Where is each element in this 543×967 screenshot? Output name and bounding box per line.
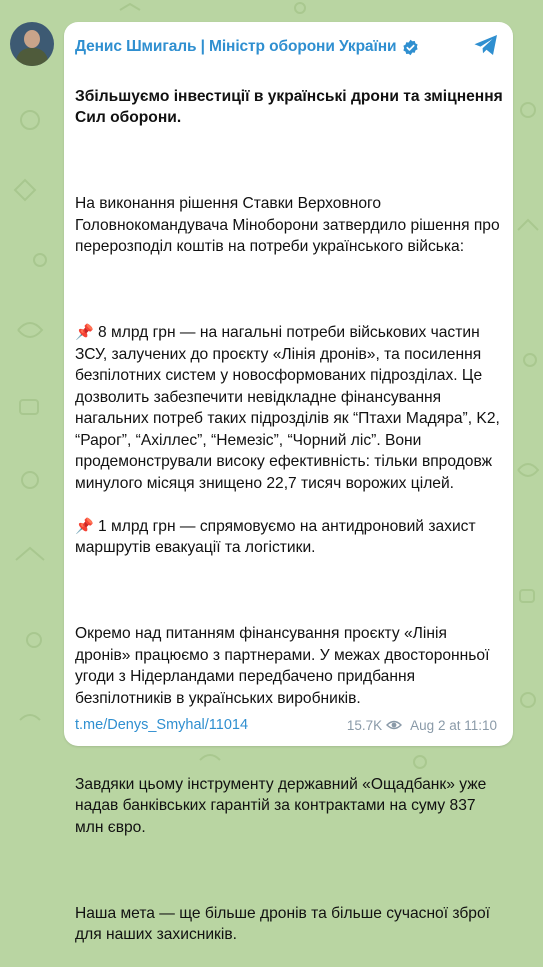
post-link[interactable]: t.me/Denys_Smyhal/11014: [75, 717, 249, 733]
message-header: [75, 36, 461, 58]
message-paragraph-3: Окремо над питанням фінансування проєкту «Лінія дронів» працюємо з партнерами. У межах двосторонньої угоди з Нідерландами передбачено придбання безпілотників в українських виробників.: [75, 625, 490, 707]
pushpin-icon: 📌: [75, 324, 94, 341]
post-date: Aug 2 at 11:10: [410, 717, 497, 733]
item-2-text: 1 млрд грн — спрямовуємо на антидроновий захист маршрутів евакуації та логістики.: [75, 517, 476, 556]
message-paragraph-4: Завдяки цьому інструменту державний «Ощадбанк» уже надав банківських гарантій за контрактами на суму 837 млн євро.: [75, 775, 487, 836]
eye-icon: [386, 719, 402, 731]
avatar-head: [24, 30, 40, 48]
message-item-2: [75, 516, 505, 559]
message-paragraph-5: Наша мета — ще більше дронів та більше сучасної зброї для наших захисників.: [75, 904, 490, 943]
message-title: Збільшуємо інвестиції в українські дрони та зміцнення Сил оборони.: [75, 87, 503, 126]
message-card: [64, 22, 513, 943]
avatar-body: [16, 48, 48, 66]
message-meta: [347, 718, 497, 733]
message-item-1: [75, 322, 505, 494]
message-text: [75, 64, 505, 967]
pushpin-icon: 📌: [75, 517, 94, 535]
item-1-text: 8 млрд грн — на нагальні потреби військових частин ЗСУ, залучених до проєкту «Лінія дронів», та посилення безпілотних систем у новосформованих підрозділах. Це дозволить забезпечити невідкладне фінансування нагальних потреб таких підрозділів як “Птахи Мадяра”, K2, “Рарог”, “Ахіллес”, “Немезіс”, “Чорний ліс”. Вони продемонстрували високу ефективність: тільки впродовж минулого місяця знищено 22,7 тисяч ворожих цілей.: [75, 324, 500, 492]
verified-badge-icon: [402, 39, 419, 56]
message-footer: [75, 715, 497, 735]
view-count: 15.7K: [346, 717, 383, 733]
channel-name[interactable]: Денис Шмигаль | Міністр оборони України: [75, 38, 397, 55]
telegram-share-icon[interactable]: [473, 33, 499, 57]
message-intro: На виконання рішення Ставки Верховного Головнокомандувача Міноборони затвердило рішення про перерозподіл коштів на потреби українського війська:: [75, 195, 500, 255]
channel-avatar[interactable]: [10, 22, 54, 66]
